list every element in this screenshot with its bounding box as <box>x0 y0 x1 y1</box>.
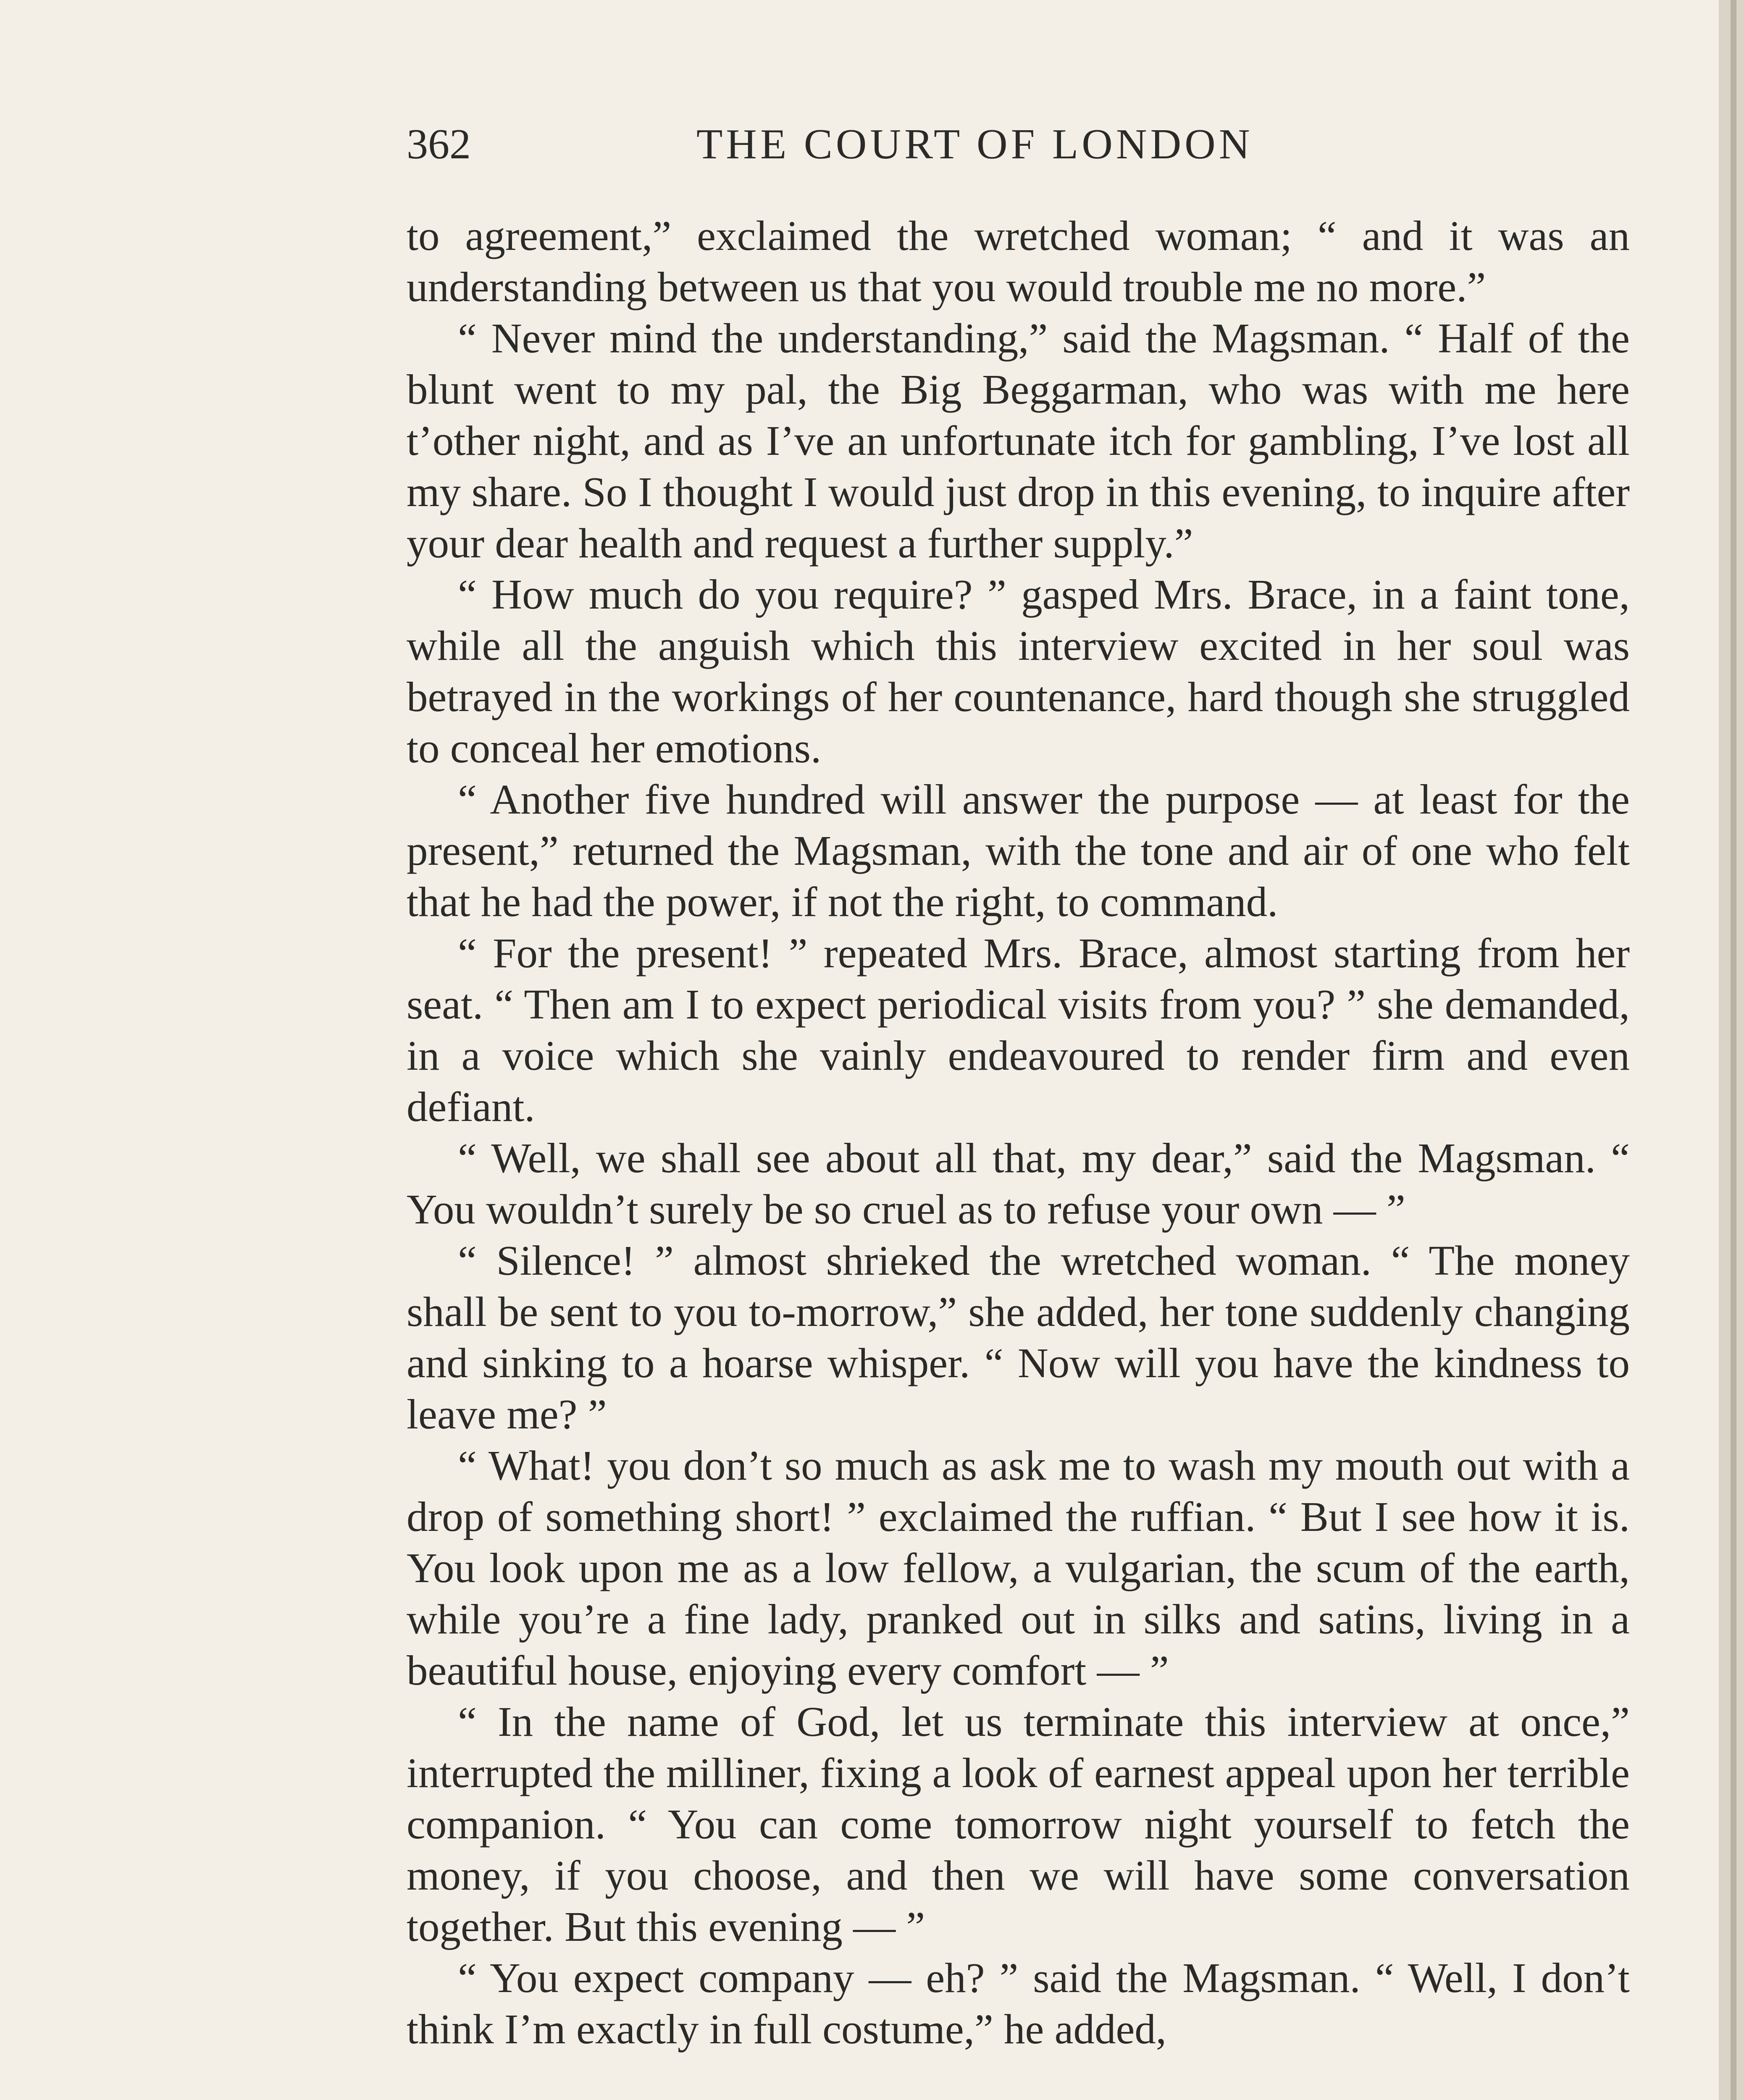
running-title: THE COURT OF LONDON <box>696 121 1253 168</box>
paragraph: “ In the name of God, let us terminate this interview at once,” interrupted the milliner, fixing a look of earnest appeal upon her terrible companion. “ You can come tomorrow night yourself to fetch the money, if you choose, and then we will have some conversation together. But this evening — ” <box>407 1698 1630 1950</box>
paragraph: “ You expect company — eh? ” said the Magsman. “ Well, I don’t think I’m exactly in full costume,” he added, <box>407 1954 1630 2053</box>
paragraph: “ Well, we shall see about all that, my dear,” said the Magsman. “ You wouldn’t surely be so cruel as to refuse your own — ” <box>407 1134 1630 1233</box>
paragraph: “ Never mind the understanding,” said the Magsman. “ Half of the blunt went to my pal, the Big Beggarman, who was with me here t’other night, and as I’ve an unfortunate itch for gambling, I’ve lost all my share. So I thought I would just drop in this evening, to inquire after your dear health and request a further supply.” <box>407 315 1630 567</box>
paragraph: “ Another five hundred will answer the purpose — at least for the present,” returned the Magsman, with the tone and air of one who felt that he had the power, if not the right, to command. <box>407 776 1630 925</box>
binding-shadow <box>1731 0 1736 2100</box>
running-header <box>407 120 1630 187</box>
paragraph: “ What! you don’t so much as ask me to wash my mouth out with a drop of something short! ” exclaimed the ruffian. “ But I see how it is. You look upon me as a low fellow, a vulgarian, the scum of the earth, while you’re a fine lady, pranked out in silks and satins, living in a beautiful house, enjoying every comfort — ” <box>407 1442 1630 1694</box>
paragraph: “ Silence! ” almost shrieked the wretched woman. “ The money shall be sent to you to-morrow,” she added, her tone suddenly changing and sinking to a hoarse whisper. “ Now will you have the kindness to leave me? ” <box>407 1237 1630 1438</box>
page-number: 362 <box>407 121 471 168</box>
body-text <box>407 210 1630 2055</box>
paragraph: to agreement,” exclaimed the wretched woman; “ and it was an understanding between us that you would trouble me no more.” <box>407 212 1630 310</box>
paragraph: “ For the present! ” repeated Mrs. Brace, almost starting from her seat. “ Then am I to expect periodical visits from you? ” she demanded, in a voice which she vainly endeavoured to render firm and even defiant. <box>407 929 1630 1130</box>
paragraph: “ How much do you require? ” gasped Mrs. Brace, in a faint tone, while all the anguish which this interview excited in her soul was betrayed in the workings of her countenance, hard though she struggled to conceal her emotions. <box>407 571 1630 772</box>
